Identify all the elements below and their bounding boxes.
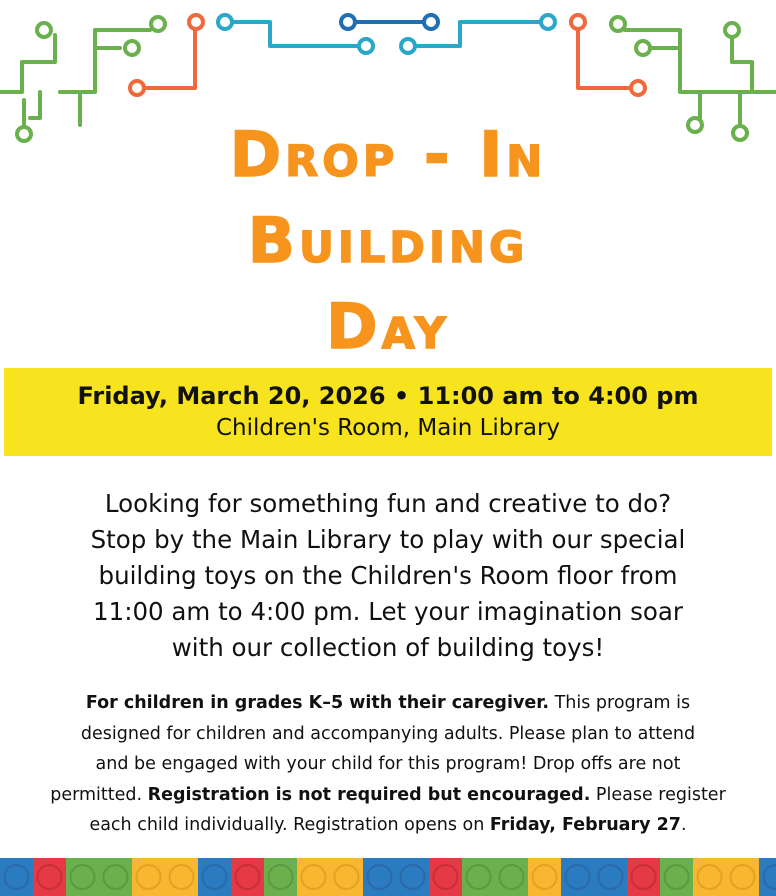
- intro-line: Stop by the Main Library to play with our special: [90, 525, 686, 554]
- details-line: [0, 810, 776, 841]
- intro-paragraph: [0, 486, 776, 666]
- details-line: [0, 780, 776, 811]
- audience-note: For children in grades K–5 with their caregiver.: [85, 693, 550, 713]
- brick-stud: [434, 865, 458, 889]
- brick-stud: [38, 865, 62, 889]
- details-paragraph: [0, 688, 776, 841]
- brick-stud: [368, 865, 392, 889]
- building-bricks-border: [0, 858, 776, 896]
- brick-stud: [632, 865, 656, 889]
- brick-stud: [5, 865, 29, 889]
- details-text: .: [680, 815, 687, 835]
- intro-line: with our collection of building toys!: [171, 633, 605, 662]
- brick-stud: [599, 865, 623, 889]
- registration-note: Registration is not required but encouraged.: [147, 784, 591, 805]
- brick-stud: [731, 865, 755, 889]
- details-line: designed for children and accompanying adults. Please plan to attend: [80, 723, 696, 744]
- brick-stud: [269, 865, 293, 889]
- brick-stud: [566, 865, 590, 889]
- brick-stud: [500, 865, 524, 889]
- details-text: permitted.: [50, 784, 148, 805]
- details-text: Please register: [590, 784, 726, 805]
- event-date-time: Friday, March 20, 2026 • 11:00 am to 4:00 pm: [77, 382, 699, 410]
- event-title: [0, 112, 776, 370]
- date-location-banner: [4, 368, 772, 456]
- brick-stud: [236, 865, 260, 889]
- intro-line: 11:00 am to 4:00 pm. Let your imagination soar: [93, 597, 683, 626]
- brick-stud: [533, 865, 557, 889]
- brick-stud: [71, 865, 95, 889]
- brick-stud: [104, 865, 128, 889]
- registration-date: Friday, February 27: [489, 815, 681, 835]
- brick-stud: [203, 865, 227, 889]
- details-line: and be engaged with your child for this program! Drop offs are not: [95, 754, 681, 774]
- title-line-2: Building: [247, 204, 529, 277]
- brick-stud: [302, 865, 326, 889]
- details-text: each child individually. Registration opens on: [89, 815, 490, 835]
- brick-stud: [137, 865, 161, 889]
- title-line-3: Day: [326, 290, 450, 363]
- intro-line: building toys on the Children's Room floor from: [98, 561, 678, 590]
- brick-stud: [665, 865, 689, 889]
- details-text: This program is: [549, 693, 691, 713]
- brick-stud: [698, 865, 722, 889]
- details-line: [0, 688, 776, 719]
- event-location: Children's Room, Main Library: [215, 415, 561, 441]
- intro-line: Looking for something fun and creative to do?: [104, 489, 672, 518]
- brick-stud: [467, 865, 491, 889]
- title-line-1: Drop - In: [229, 118, 547, 191]
- brick-stud: [335, 865, 359, 889]
- brick-stud: [401, 865, 425, 889]
- brick-stud: [170, 865, 194, 889]
